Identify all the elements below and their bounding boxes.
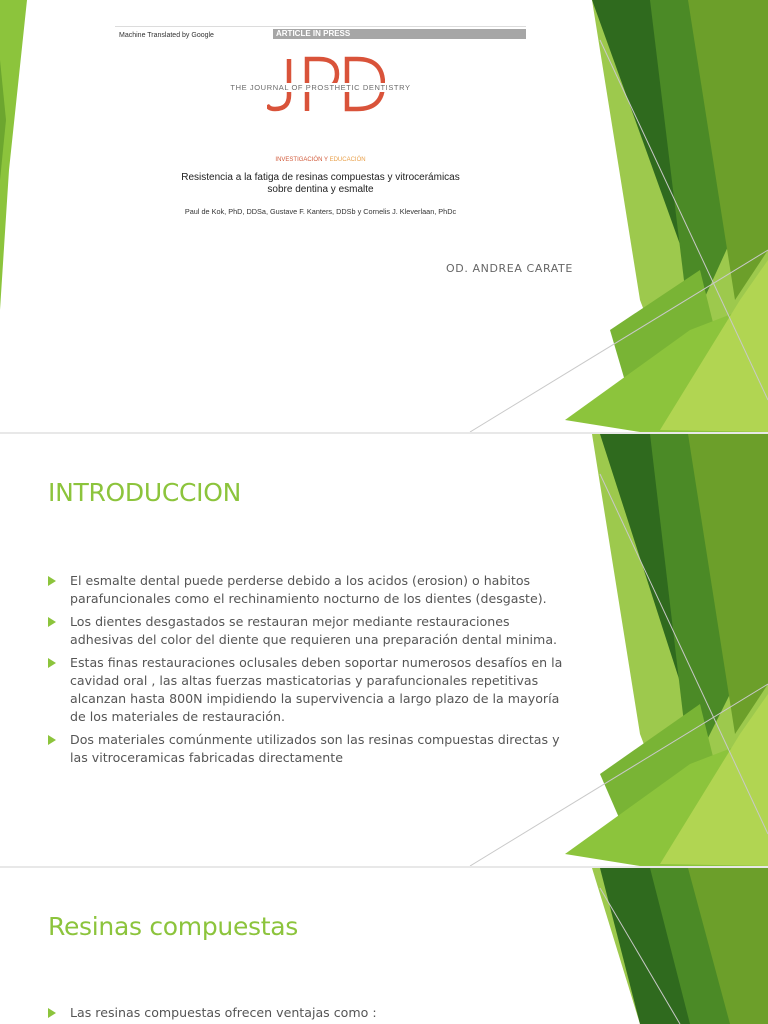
slide-heading: INTRODUCCION [48, 478, 242, 507]
article-authors: Paul de Kok, PhD, DDSa, Gustave F. Kanters, DDSb y Cornelis J. Kleverlaan, PhDc [184, 207, 457, 216]
slide-heading: Resinas compuestas [48, 912, 298, 941]
bullet-item: Los dientes desgastados se restauran mejor mediante restauraciones adhesivas del color del diente que requieren una preparación dental minima. [48, 613, 570, 649]
bullet-arrow-icon [48, 576, 56, 586]
journal-name: THE JOURNAL OF PROSTHETIC DENTISTRY [230, 83, 411, 92]
presenter-name: OD. ANDREA CARATE [446, 262, 573, 275]
bullet-item: Dos materiales comúnmente utilizados son las resinas compuestas directas y las vitroceramicas fabricadas directamente [48, 731, 570, 767]
bullet-arrow-icon [48, 617, 56, 627]
green-decoration-right [0, 868, 768, 1024]
article-status-bar [273, 29, 526, 39]
bullet-arrow-icon [48, 658, 56, 668]
bullet-item: Las resinas compuestas ofrecen ventajas como : [48, 1004, 570, 1022]
section-label: INVESTIGACIÓN Y EDUCACIÓN [275, 157, 366, 163]
slide-title [0, 0, 768, 432]
slide-introduccion [0, 434, 768, 866]
bullet-list [48, 572, 570, 772]
article-header-image [115, 26, 526, 219]
bullet-item: El esmalte dental puede perderse debido a los acidos (erosion) o habitos parafuncionales como el rechinamiento nocturno de los dientes (desgaste). [48, 572, 570, 608]
bullet-arrow-icon [48, 1008, 56, 1018]
article-title: Resistencia a la fatiga de resinas compuestas y vitrocerámicas sobre dentina y esmalte [181, 172, 460, 195]
bullet-item: Estas finas restauraciones oclusales deben soportar numerosos desafíos en la cavidad oral , las altas fuerzas masticatorias y parafuncionales repetitivas alcanzan hasta 800N impidiendo la supervivencia a largo plazo de la mayoría de los materiales de restauración. [48, 654, 570, 726]
machine-translated-note: Machine Translated by Google [119, 32, 214, 39]
bullet-arrow-icon [48, 735, 56, 745]
bullet-list [48, 1004, 570, 1024]
article-status-label: ARTICLE IN PRESS [276, 29, 351, 38]
slide-resinas-compuestas [0, 868, 768, 1024]
